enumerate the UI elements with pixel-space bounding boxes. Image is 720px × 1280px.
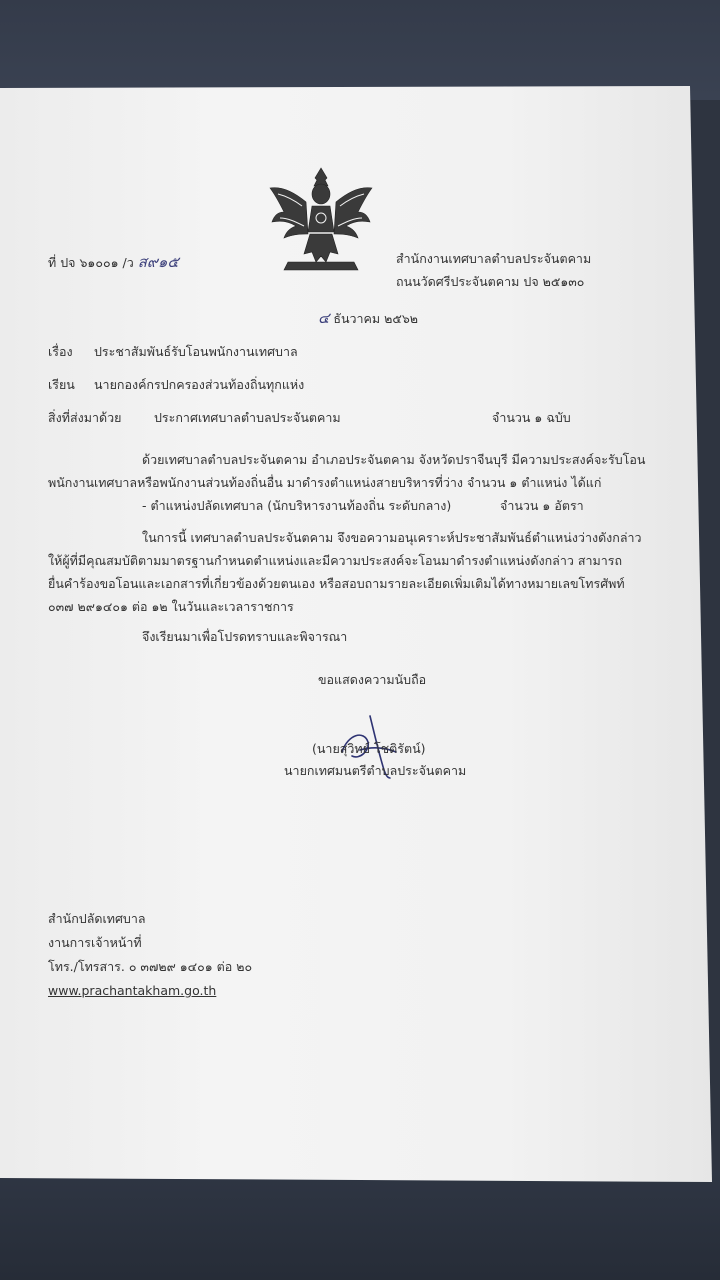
footer-unit: งานการเจ้าหน้าที่: [48, 935, 142, 950]
position-count: จำนวน ๑ อัตรา: [500, 498, 584, 513]
paragraph2-line4: ๐๓๗ ๒๙๑๔๐๑ ต่อ ๑๒ ในวันและเวลาราชการ: [48, 599, 294, 614]
paragraph1-line2: พนักงานเทศบาลหรือพนักงานส่วนท้องถิ่นอื่น มาดำรงตำแหน่งสายบริหารที่ว่าง จำนวน ๑ ตำแหน่ง ได้แก่: [48, 475, 602, 490]
footer-phone: โทร./โทรสาร. ๐ ๓๗๒๙ ๑๔๐๑ ต่อ ๒๐: [48, 959, 253, 974]
footer-website-link[interactable]: www.prachantakham.go.th: [48, 983, 217, 998]
position-item: - ตำแหน่งปลัดเทศบาล (นักบริหารงานท้องถิ่น ระดับกลาง): [142, 498, 452, 513]
subject-label: เรื่อง: [48, 344, 73, 359]
to-text: นายกองค์กรปกครองส่วนท้องถิ่นทุกแห่ง: [94, 377, 305, 392]
paragraph2-line1: ในการนี้ เทศบาลตำบลประจันตคาม จึงขอความอนุเคราะห์ประชาสัมพันธ์ตำแหน่งว่างดังกล่าว: [142, 530, 642, 545]
reference-line: [48, 253, 179, 272]
enclosure-label: สิ่งที่ส่งมาด้วย: [48, 410, 122, 425]
background-top: [0, 0, 720, 100]
enclosure-text: ประกาศเทศบาลตำบลประจันตคาม: [154, 410, 341, 425]
signer-title: นายกเทศมนตรีตำบลประจันตคาม: [284, 763, 467, 778]
paragraph1-line1: ด้วยเทศบาลตำบลประจันตคาม อำเภอประจันตคาม จังหวัดปราจีนบุรี มีความประสงค์จะรับโอน: [142, 452, 646, 467]
subject-text: ประชาสัมพันธ์รับโอนพนักงานเทศบาล: [94, 344, 298, 359]
garuda-emblem-icon: [266, 162, 376, 278]
paragraph2-line2: ให้ผู้ที่มีคุณสมบัติตามมาตรฐานกำหนดตำแหน่งและมีความประสงค์จะโอนมาดำรงตำแหน่งดังกล่าว สามารถ: [48, 553, 623, 568]
enclosure-count: จำนวน ๑ ฉบับ: [492, 410, 571, 425]
to-label: เรียน: [48, 377, 75, 392]
regards: ขอแสดงความนับถือ: [318, 672, 427, 687]
closing-paragraph: จึงเรียนมาเพื่อโปรดทราบและพิจารณา: [142, 629, 348, 644]
reference-number: ส๙๑๕: [137, 253, 179, 271]
office-address-line2: ถนนวัดศรีประจันตคาม ปจ ๒๕๑๓๐: [396, 274, 585, 289]
signer-name: (นายสุวิทย์ โชติรัตน์): [312, 741, 426, 756]
office-address-line1: สำนักงานเทศบาลตำบลประจันตคาม: [396, 251, 592, 266]
footer-department: สำนักปลัดเทศบาล: [48, 911, 146, 926]
background-bottom: [0, 1170, 720, 1280]
paragraph2-line3: ยื่นคำร้องขอโอนและเอกสารที่เกี่ยวข้องด้วยตนเอง หรือสอบถามรายละเอียดเพิ่มเติมได้ทางหมายเลขโทรศัพท์: [48, 576, 625, 591]
letter-date: [318, 309, 418, 328]
date-day: ๔: [318, 309, 330, 327]
reference-prefix: ที่ ปจ ๖๑๐๐๑ /ว: [48, 255, 134, 270]
date-month-year: ธันวาคม ๒๕๖๒: [333, 311, 419, 326]
